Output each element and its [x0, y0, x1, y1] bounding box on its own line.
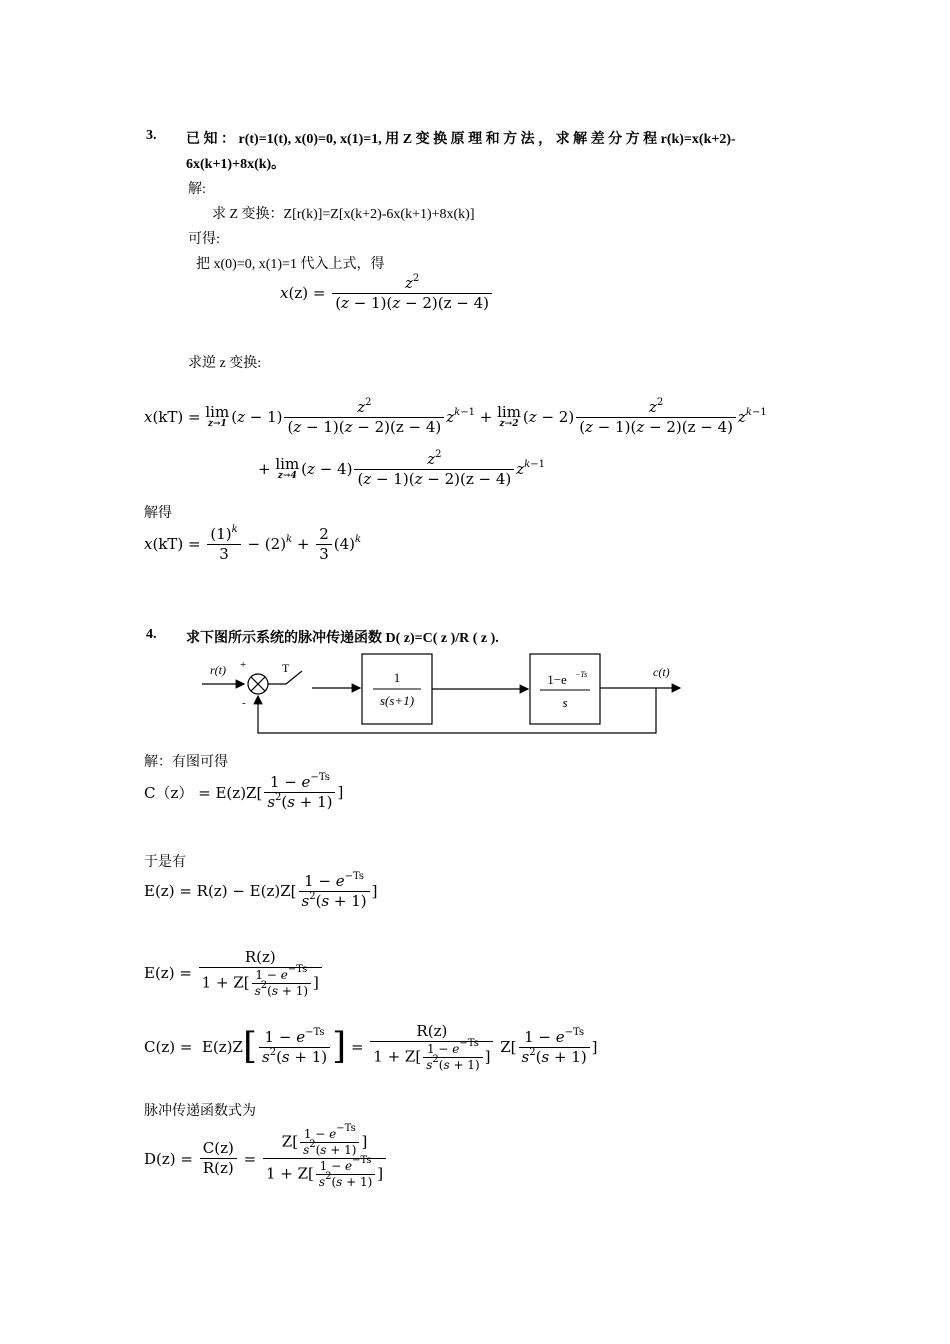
q3-kede-label: 可得: — [188, 232, 220, 247]
q4-pulse-label: 脉冲传递函数式为 — [144, 1104, 256, 1119]
ez-equation-2: E(z) = R(z) 1 + Z[ $\frac{1 - e^{-Ts}}{s^2(s + 1)}$ ] — [144, 948, 324, 999]
block2-denominator: s — [562, 695, 568, 710]
inverse-z-equation-line2: + lim z→4 (z − 4) $\frac{z^2}{(z - 1)(z - 2)(z - 4)}$ $z^{k-1}$ — [258, 449, 545, 488]
q3-statement-line2: 6x(k+1)+8x(k)。 — [186, 157, 286, 172]
inverse-z-equation-line1: x(kT) = lim z→1 (z − 1) $\frac{z^2}{(z - 1)(z - 2)(z - 4)}$ $z^{k-1}$ + lim z→2 (z − 2) $\frac{z^2}{(z - 1)(z - 2)(z - 4)}$ $z^{k-1}$ — [144, 397, 767, 436]
q4-title: 求下图所示系统的脉冲传递函数 D( z)=C( z )/R ( z ). — [186, 631, 499, 646]
ez-equation-1: E(z) = R(z) − E(z)Z[ $\frac{1 - e^{-Ts}}{s^2(s + 1)}$ ] — [144, 871, 378, 910]
q3-z-transform-line: 求 Z 变换：Z[r(k)]=Z[x(k+2)-6x(k+1)+8x(k)] — [212, 207, 475, 222]
result-equation: x(kT) = $\frac{(1)^k}{3}$ − $(2)^k$ + $\frac{2}{3}$ $(4)^k$ — [144, 524, 362, 563]
input-label: r(t) — [210, 663, 226, 677]
block2-numerator: 1−e — [547, 672, 567, 687]
block2-exponent: −Ts — [575, 670, 588, 679]
xz-equation: x(z) = $\frac{z^2}{(z - 1)(z - 2)(z - 4)}$ — [280, 274, 494, 313]
dz-equation: D(z) = $\frac{C(z)}{R(z)}$ = Z[ $\frac{1 - e^{-Ts}}{s^2(s + 1)}$ ] 1 + Z[ $\frac{1 - e^{-Ts}}{s^2(s + 1)}$ ] — [144, 1127, 388, 1190]
q3-statement-line1: 已 知 ： r(t)=1(t), x(0)=0, x(1)=1, 用 Z 变 换 原 理 和 方 法 ， 求 解 差 分 方 程 r(k)=x(k+2)- — [186, 132, 736, 147]
q4-solution-label: 解：有图可得 — [144, 755, 228, 770]
q3-result-label: 解得 — [144, 506, 172, 521]
block1-numerator: 1 — [393, 670, 401, 685]
q3-solution-label: 解: — [188, 182, 206, 197]
q4-number: 4. — [146, 627, 157, 642]
output-label: c(t) — [653, 665, 670, 679]
minus-sign: - — [242, 697, 246, 709]
plus-sign: + — [240, 659, 247, 671]
cz-equation: C（z） = E(z)Z[ $\frac{1 - e^{-Ts}}{s^2(s + 1)}$ ] — [144, 772, 344, 811]
q3-substitute-line: 把 x(0)=0, x(1)=1 代入上式，得 — [196, 257, 385, 272]
sampler-label: T — [282, 661, 290, 675]
zoh-block-2 — [530, 654, 600, 724]
q4-hence-label: 于是有 — [144, 855, 186, 870]
cz-equation-2: C(z) = E(z)Z [ $\frac{1 - e^{-Ts}}{s^2(s + 1)}$ ] = R(z) 1 + Z[ $\frac{1 - e^{-Ts}}{s^2(s + 1)}$ ] Z[ $\frac{1 - e^{-Ts}}{s^2(s + 1)}$ ] — [144, 1022, 598, 1072]
q3-number: 3. — [146, 128, 157, 143]
q3-inverse-label: 求逆 z 变换: — [188, 356, 262, 371]
block1-denominator: s(s+1) — [379, 693, 415, 708]
